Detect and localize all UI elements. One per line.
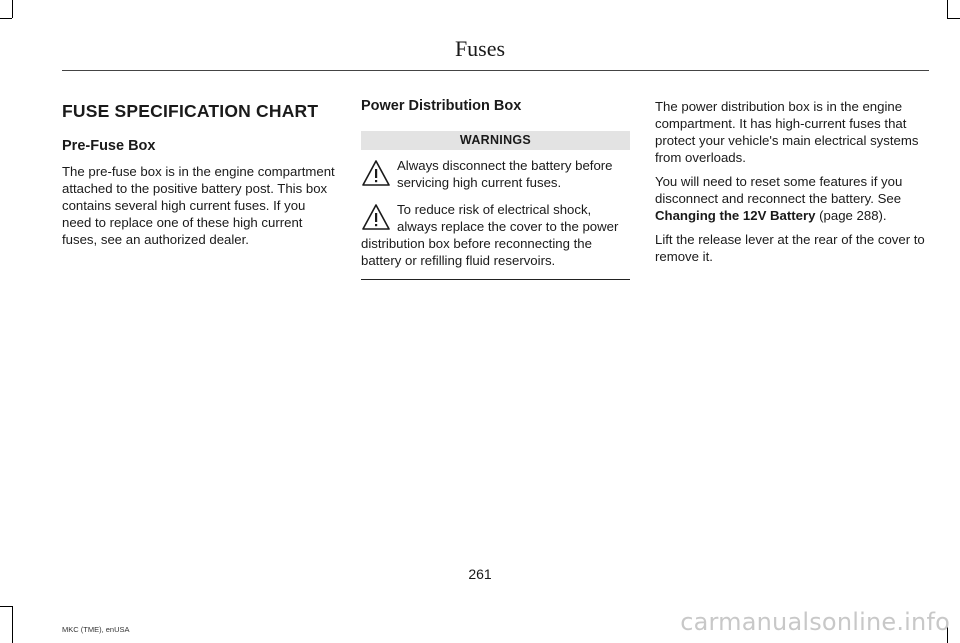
warning-item bbox=[361, 157, 630, 191]
header-divider bbox=[62, 70, 929, 71]
page-title: Fuses bbox=[454, 36, 506, 61]
warning-text: To reduce risk of electrical shock, always replace the cover to the power distribution box before reconnecting the battery or refilling fluid reservoirs. bbox=[361, 202, 619, 268]
cross-reference-link[interactable]: Changing the 12V Battery bbox=[655, 208, 816, 223]
body-paragraph: The pre-fuse box is in the engine compartment attached to the positive battery post. This box contains several high current fuses. If you need to replace one of these high current fuses, see an authorized dealer. bbox=[62, 164, 335, 247]
subsection-heading: Pre-Fuse Box bbox=[62, 138, 156, 154]
warning-item bbox=[361, 201, 630, 269]
page-number: 261 bbox=[468, 566, 492, 582]
crop-mark bbox=[12, 0, 13, 18]
page-reference: (page 288). bbox=[815, 208, 887, 223]
column-middle bbox=[361, 96, 630, 280]
document-code: MKC (TME), enUSA bbox=[62, 625, 130, 634]
body-paragraph: The power distribution box is in the engine compartment. It has high-current fuses that protect your vehicle's main electrical systems from overloads. bbox=[655, 99, 919, 165]
crop-mark bbox=[0, 606, 12, 607]
warning-triangle-icon bbox=[361, 159, 391, 187]
body-paragraph bbox=[655, 173, 929, 224]
crop-mark bbox=[947, 18, 960, 19]
warning-text: Always disconnect the battery before servicing high current fuses. bbox=[397, 158, 613, 190]
section-heading: FUSE SPECIFICATION CHART bbox=[62, 101, 319, 121]
crop-mark bbox=[0, 18, 12, 19]
paragraph-text: You will need to reset some features if you disconnect and reconnect the battery. See bbox=[655, 174, 903, 206]
column-left bbox=[62, 96, 338, 248]
crop-mark bbox=[12, 606, 13, 643]
warning-triangle-icon bbox=[361, 203, 391, 231]
watermark: carmanualsonline.info bbox=[680, 608, 950, 636]
body-paragraph: Lift the release lever at the rear of the cover to remove it. bbox=[655, 232, 925, 264]
warnings-divider bbox=[361, 279, 630, 280]
crop-mark bbox=[947, 0, 948, 18]
column-right bbox=[655, 96, 929, 265]
warnings-banner: WARNINGS bbox=[361, 131, 630, 150]
subsection-heading: Power Distribution Box bbox=[361, 98, 522, 114]
